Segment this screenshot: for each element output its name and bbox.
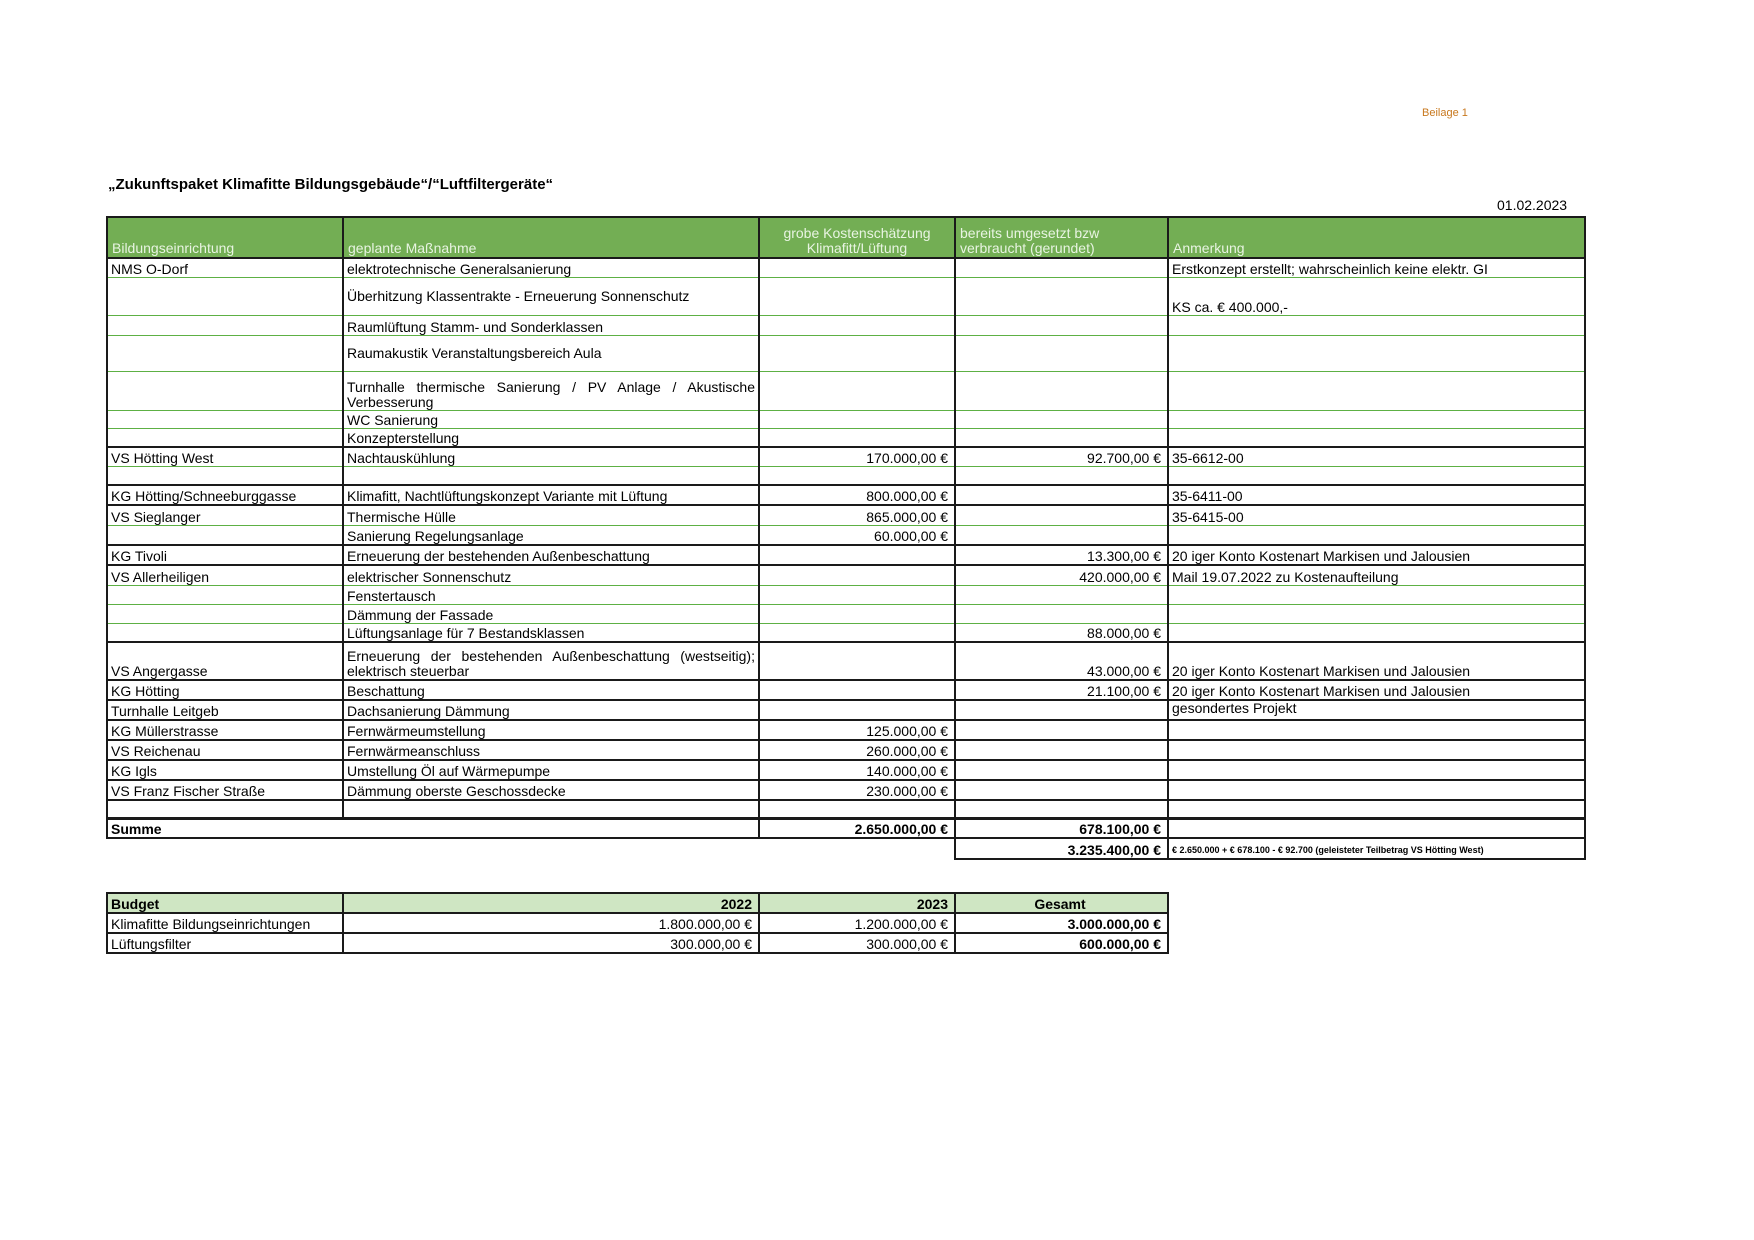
cell-spent — [955, 258, 1168, 277]
cell-remark — [1168, 800, 1585, 818]
table-row — [107, 585, 1585, 604]
table-row — [107, 525, 1585, 545]
cell-estimate — [759, 604, 955, 623]
budget-row-2022: 1.800.000,00 € — [343, 913, 759, 933]
cell-remark — [1168, 525, 1585, 545]
grand-total-note: € 2.650.000 + € 678.100 - € 92.700 (geleisteter Teilbetrag VS Hötting West) — [1168, 838, 1585, 859]
grand-total: 3.235.400,00 € — [955, 838, 1168, 859]
cell-institution: KG Tivoli — [107, 545, 343, 565]
table-row — [107, 466, 1585, 485]
cell-spent: 43.000,00 € — [955, 642, 1168, 680]
cell-institution — [107, 335, 343, 371]
cell-institution — [107, 585, 343, 604]
sum-estimate: 2.650.000,00 € — [759, 818, 955, 838]
cell-measure: Beschattung — [343, 680, 759, 700]
cell-measure: Umstellung Öl auf Wärmepumpe — [343, 760, 759, 780]
cell-spent — [955, 720, 1168, 740]
cell-estimate — [759, 315, 955, 335]
cell-spent — [955, 277, 1168, 315]
cell-spent — [955, 800, 1168, 818]
table-row — [107, 604, 1585, 623]
table-row — [107, 277, 1585, 315]
cell-spent: 92.700,00 € — [955, 447, 1168, 466]
cell-remark — [1168, 585, 1585, 604]
table-row — [107, 447, 1585, 466]
budget-header-total: Gesamt — [955, 893, 1168, 913]
budget-row-total: 3.000.000,00 € — [955, 913, 1168, 933]
cell-remark — [1168, 335, 1585, 371]
cell-spent — [955, 410, 1168, 428]
cell-estimate — [759, 410, 955, 428]
cell-measure: Dämmung der Fassade — [343, 604, 759, 623]
cell-estimate — [759, 466, 955, 485]
cell-spent — [955, 700, 1168, 720]
col-header-measure: geplante Maßnahme — [343, 217, 759, 258]
cell-spent — [955, 505, 1168, 525]
table-row — [107, 680, 1585, 700]
cell-remark: Mail 19.07.2022 zu Kostenaufteilung — [1168, 565, 1585, 585]
cell-spent — [955, 780, 1168, 800]
cell-measure: Turnhalle thermische Sanierung / PV Anlage / Akustische Verbesserung — [343, 371, 759, 410]
cell-institution: VS Angergasse — [107, 642, 343, 680]
cell-spent — [955, 525, 1168, 545]
cell-estimate — [759, 335, 955, 371]
attachment-label: Beilage 1 — [1422, 107, 1468, 119]
table-row — [107, 545, 1585, 565]
cell-measure — [343, 800, 759, 818]
cell-institution: KG Hötting — [107, 680, 343, 700]
cell-institution: KG Igls — [107, 760, 343, 780]
cell-estimate: 125.000,00 € — [759, 720, 955, 740]
budget-row-label: Klimafitte Bildungseinrichtungen — [107, 913, 343, 933]
budget-row-2023: 300.000,00 € — [759, 933, 955, 953]
budget-row-total: 600.000,00 € — [955, 933, 1168, 953]
table-row — [107, 410, 1585, 428]
cell-measure: Raumakustik Veranstaltungsbereich Aula — [343, 335, 759, 371]
table-row — [107, 800, 1585, 818]
cell-measure — [343, 466, 759, 485]
cell-measure: WC Sanierung — [343, 410, 759, 428]
cell-spent — [955, 485, 1168, 505]
cell-spent — [955, 428, 1168, 447]
budget-row — [107, 913, 1168, 933]
cell-remark — [1168, 760, 1585, 780]
cell-remark: 35-6415-00 — [1168, 505, 1585, 525]
cell-estimate — [759, 680, 955, 700]
table-row — [107, 720, 1585, 740]
cell-institution: KG Hötting/Schneeburggasse — [107, 485, 343, 505]
table-row — [107, 485, 1585, 505]
cell-institution: Turnhalle Leitgeb — [107, 700, 343, 720]
cell-institution — [107, 315, 343, 335]
cell-estimate: 60.000,00 € — [759, 525, 955, 545]
cell-spent — [955, 585, 1168, 604]
table-row — [107, 505, 1585, 525]
table-row — [107, 740, 1585, 760]
cell-institution — [107, 410, 343, 428]
sum-remark-cell — [1168, 818, 1585, 838]
cell-remark — [1168, 410, 1585, 428]
total-spacer — [107, 838, 955, 859]
cell-spent — [955, 335, 1168, 371]
cell-remark: 20 iger Konto Kostenart Markisen und Jalousien — [1168, 680, 1585, 700]
cell-institution — [107, 466, 343, 485]
col-header-estimate: grobe Kostenschätzung Klimafitt/Lüftung — [759, 217, 955, 258]
budget-row — [107, 933, 1168, 953]
cell-spent — [955, 604, 1168, 623]
cell-remark: Erstkonzept erstellt; wahrscheinlich keine elektr. GI — [1168, 258, 1585, 277]
cell-spent — [955, 371, 1168, 410]
cell-measure: Thermische Hülle — [343, 505, 759, 525]
cell-institution: VS Allerheiligen — [107, 565, 343, 585]
cell-measure: Sanierung Regelungsanlage — [343, 525, 759, 545]
cell-estimate: 260.000,00 € — [759, 740, 955, 760]
cell-institution: VS Reichenau — [107, 740, 343, 760]
cell-institution — [107, 604, 343, 623]
cell-spent — [955, 740, 1168, 760]
cell-remark — [1168, 371, 1585, 410]
cell-institution — [107, 800, 343, 818]
cell-spent — [955, 315, 1168, 335]
cell-estimate — [759, 623, 955, 642]
cell-estimate: 170.000,00 € — [759, 447, 955, 466]
budget-header-row — [107, 893, 1168, 913]
cell-measure: elektrotechnische Generalsanierung — [343, 258, 759, 277]
cell-remark: 35-6612-00 — [1168, 447, 1585, 466]
cell-institution: VS Hötting West — [107, 447, 343, 466]
cell-estimate — [759, 545, 955, 565]
sum-spent: 678.100,00 € — [955, 818, 1168, 838]
budget-header-2023: 2023 — [759, 893, 955, 913]
cell-spent: 21.100,00 € — [955, 680, 1168, 700]
budget-row-2023: 1.200.000,00 € — [759, 913, 955, 933]
cell-measure: Klimafitt, Nachtlüftungskonzept Variante mit Lüftung — [343, 485, 759, 505]
col-header-institution: Bildungseinrichtung — [107, 217, 343, 258]
table-row — [107, 428, 1585, 447]
cell-institution — [107, 623, 343, 642]
budget-table — [106, 892, 1169, 954]
cell-remark — [1168, 604, 1585, 623]
cell-remark — [1168, 780, 1585, 800]
cell-measure: Fernwärmeumstellung — [343, 720, 759, 740]
cell-institution — [107, 371, 343, 410]
cell-remark: gesondertes Projekt — [1168, 700, 1585, 720]
sum-label: Summe — [107, 818, 759, 838]
cell-institution: VS Sieglanger — [107, 505, 343, 525]
cell-estimate — [759, 565, 955, 585]
cell-estimate — [759, 277, 955, 315]
cell-spent: 13.300,00 € — [955, 545, 1168, 565]
cell-institution: VS Franz Fischer Straße — [107, 780, 343, 800]
cell-institution: KG Müllerstrasse — [107, 720, 343, 740]
cell-measure: Nachtauskühlung — [343, 447, 759, 466]
table-row — [107, 315, 1585, 335]
cell-institution — [107, 277, 343, 315]
cell-estimate — [759, 800, 955, 818]
cell-remark — [1168, 720, 1585, 740]
col-header-remark: Anmerkung — [1168, 217, 1585, 258]
document-title: „Zukunftspaket Klimafitte Bildungsgebäude“/“Luftfiltergeräte“ — [108, 176, 554, 193]
cell-remark — [1168, 428, 1585, 447]
cell-remark: 20 iger Konto Kostenart Markisen und Jalousien — [1168, 545, 1585, 565]
cell-estimate — [759, 371, 955, 410]
cell-remark — [1168, 740, 1585, 760]
cell-estimate — [759, 700, 955, 720]
cell-estimate — [759, 428, 955, 447]
cell-estimate: 140.000,00 € — [759, 760, 955, 780]
cell-estimate — [759, 642, 955, 680]
cell-remark — [1168, 466, 1585, 485]
cell-remark — [1168, 623, 1585, 642]
cell-measure: Erneuerung der bestehenden Außenbeschattung — [343, 545, 759, 565]
cell-remark: 35-6411-00 — [1168, 485, 1585, 505]
cell-remark: KS ca. € 400.000,- — [1168, 277, 1585, 315]
cell-remark: 20 iger Konto Kostenart Markisen und Jalousien — [1168, 642, 1585, 680]
cell-spent: 420.000,00 € — [955, 565, 1168, 585]
cell-measure: Dämmung oberste Geschossdecke — [343, 780, 759, 800]
budget-header-2022: 2022 — [343, 893, 759, 913]
table-row — [107, 565, 1585, 585]
cell-measure: Raumlüftung Stamm- und Sonderklassen — [343, 315, 759, 335]
sum-row — [107, 818, 1585, 838]
cell-institution: NMS O-Dorf — [107, 258, 343, 277]
table-row — [107, 623, 1585, 642]
cell-institution — [107, 525, 343, 545]
cell-measure: Fenstertausch — [343, 585, 759, 604]
cell-measure: elektrischer Sonnenschutz — [343, 565, 759, 585]
table-row — [107, 700, 1585, 720]
budget-header-label: Budget — [107, 893, 343, 913]
col-header-spent: bereits umgesetzt bzw verbraucht (gerundet) — [955, 217, 1168, 258]
cell-measure: Überhitzung Klassentrakte - Erneuerung Sonnenschutz — [343, 277, 759, 315]
cell-estimate: 865.000,00 € — [759, 505, 955, 525]
table-row — [107, 335, 1585, 371]
measures-table — [106, 216, 1586, 860]
cell-measure: Dachsanierung Dämmung — [343, 700, 759, 720]
budget-row-label: Lüftungsfilter — [107, 933, 343, 953]
cell-spent — [955, 760, 1168, 780]
cell-measure: Konzepterstellung — [343, 428, 759, 447]
cell-estimate — [759, 258, 955, 277]
table-row — [107, 760, 1585, 780]
cell-estimate: 800.000,00 € — [759, 485, 955, 505]
cell-spent — [955, 466, 1168, 485]
table-row — [107, 371, 1585, 410]
table-row — [107, 642, 1585, 680]
cell-measure: Fernwärmeanschluss — [343, 740, 759, 760]
cell-measure: Erneuerung der bestehenden Außenbeschattung (westseitig); elektrisch steuerbar — [343, 642, 759, 680]
table-row — [107, 780, 1585, 800]
table-header-row — [107, 217, 1585, 258]
document-date: 01.02.2023 — [1497, 197, 1568, 213]
cell-remark — [1168, 315, 1585, 335]
cell-estimate: 230.000,00 € — [759, 780, 955, 800]
cell-measure: Lüftungsanlage für 7 Bestandsklassen — [343, 623, 759, 642]
cell-spent: 88.000,00 € — [955, 623, 1168, 642]
cell-estimate — [759, 585, 955, 604]
budget-row-2022: 300.000,00 € — [343, 933, 759, 953]
table-row — [107, 258, 1585, 277]
total-row — [107, 838, 1585, 859]
cell-institution — [107, 428, 343, 447]
